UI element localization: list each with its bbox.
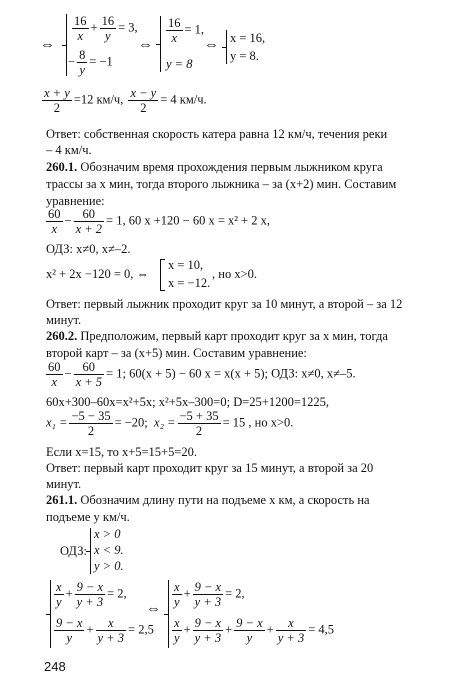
system-row-2: − $\frac{8}{y}$ = −1 bbox=[68, 48, 113, 77]
check-line: Если x=15, то x+5=15+5=20. bbox=[46, 445, 198, 459]
system-row-2: $\frac{x}{y}$ + $\frac{9 - x}{y + 3}$ + $\frac{9 - x}{y}$ + $\frac{x}{y + 3}$ = 4,5 bbox=[174, 616, 335, 645]
domain-condition: x < 9. bbox=[94, 543, 124, 557]
answer-text: – 4 км/ч. bbox=[46, 143, 92, 157]
answer-text: Ответ: первый лыжник проходит круг за 10 минут, а второй – за 12 bbox=[46, 297, 403, 311]
system-row-1: $\frac{x}{y}$ + $\frac{9 - x}{y + 3}$ = 2, bbox=[56, 580, 127, 609]
problem-261-1-line: подъеме y км/ч. bbox=[46, 510, 130, 524]
quadratic-equation: x² + 2x −120 = 0, ⇔ bbox=[46, 267, 150, 281]
system-brace bbox=[86, 528, 92, 574]
domain-label: ОДЗ: bbox=[60, 544, 87, 558]
system-row-1: x = 16, bbox=[230, 31, 266, 45]
speeds-formula: $\frac{x + y}{2}$ =12 км/ч, $\frac{x - y}{2}$ = 4 км/ч. bbox=[44, 86, 207, 115]
roots-bracket bbox=[160, 259, 165, 291]
answer-text: минут. bbox=[46, 477, 82, 491]
problem-260-2-line: второй карт – за (x+5) мин. Составим уравнение: bbox=[46, 346, 307, 360]
problem-260-1-line: 260.1. Обозначим время прохождения первым лыжником круга bbox=[46, 160, 383, 174]
page-number: 248 bbox=[44, 659, 66, 674]
equation: $\frac{60}{x}$ − $\frac{60}{x + 5}$ = 1; 60(x + 5) − 60 x = x(x + 5); ОДЗ: x≠0, x≠–5. bbox=[48, 360, 356, 389]
system-row-2: y = 8. bbox=[230, 49, 259, 63]
problem-261-1-line: 261.1. Обозначим длину пути на подъеме x км, а скорость на bbox=[46, 493, 370, 507]
expansion-line: 60x+300–60x=x²+5x; x²+5x–300=0; D=25+1200=1225, bbox=[46, 395, 329, 409]
equivalence-arrow: ⇔ bbox=[146, 601, 161, 617]
domain-condition: ОДЗ: x≠0, x≠–2. bbox=[46, 242, 131, 256]
domain-condition: x > 0 bbox=[94, 527, 121, 541]
domain-condition: y > 0. bbox=[94, 559, 124, 573]
system-row-1: $\frac{16}{x}$ = 1, bbox=[168, 16, 205, 45]
problem-260-1-line: уравнение: bbox=[46, 194, 105, 208]
problem-260-1-line: трассы за x мин, тогда второго лыжника – за (x+2) мин. Составим bbox=[46, 177, 397, 191]
roots-line: x₁ = $\frac{-5 - 35}{2}$ = −20; x₂ = $\frac{-5 + 35}{2}$ = 15 , но x>0. bbox=[46, 409, 294, 438]
system-brace bbox=[222, 30, 228, 64]
equivalence-arrow: ⇔ bbox=[204, 37, 219, 53]
system-row-2: $\frac{9 - x}{y}$ + $\frac{x}{y + 3}$ = 2,5 bbox=[56, 616, 154, 645]
root: x = −12. bbox=[168, 276, 211, 290]
equivalence-arrow: ⇔ bbox=[40, 37, 55, 53]
problem-260-2-line: 260.2. Предположим, первый карт проходит круг за x мин, тогда bbox=[46, 329, 388, 343]
equivalence-arrow: ⇔ bbox=[138, 37, 153, 53]
system-row-1: $\frac{16}{x}$ + $\frac{16}{y}$ = 3, bbox=[74, 14, 138, 43]
answer-text: минут. bbox=[46, 313, 82, 327]
condition: , но x>0. bbox=[212, 267, 257, 281]
system-row-2: y = 8 bbox=[166, 57, 193, 71]
root: x = 10, bbox=[168, 258, 204, 272]
answer-text: Ответ: собственная скорость катера равна 12 км/ч, течения реки bbox=[46, 127, 388, 141]
system-row-1: $\frac{x}{y}$ + $\frac{9 - x}{y + 3}$ = 2, bbox=[174, 580, 245, 609]
equation: $\frac{60}{x}$ − $\frac{60}{x + 2}$ = 1, 60 x +120 − 60 x = x² + 2 x, bbox=[48, 207, 271, 236]
system-brace bbox=[156, 16, 162, 72]
answer-text: Ответ: первый карт проходит круг за 15 минут, а второй за 20 bbox=[46, 461, 374, 475]
